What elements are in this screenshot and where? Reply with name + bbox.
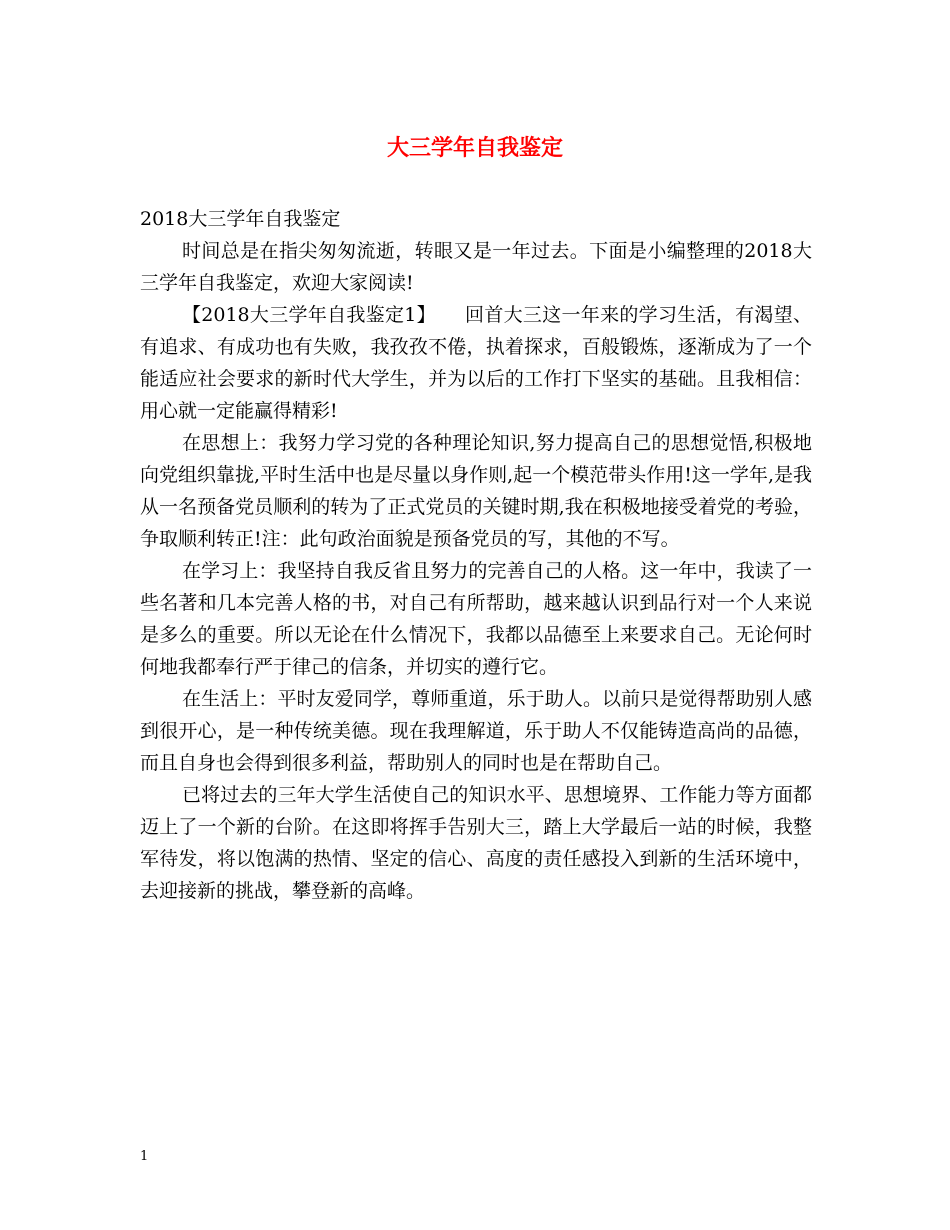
paragraph-intro: 时间总是在指尖匆匆流逝，转眼又是一年过去。下面是小编整理的2018大三学年自我鉴定，欢迎大家阅读! xyxy=(140,240,812,294)
paragraph-review: 【2018大三学年自我鉴定1】 回首大三这一年来的学习生活，有渴望、有追求、有成功也有失败，我孜孜不倦，执着探求，百般锻炼，逐渐成为了一个能适应社会要求的新时代大学生，并为以后的工作打下坚实的基础。且我相信：用心就一定能赢得精彩! xyxy=(140,304,812,422)
paragraph-study: 在学习上：我坚持自我反省且努力的完善自己的人格。这一年中，我读了一些名著和几本完善人格的书，对自己有所帮助，越来越认识到品行对一个人来说是多么的重要。所以无论在什么情况下，我都以品德至上来要求自己。无论何时何地我都奉行严于律己的信条，并切实的遵行它。 xyxy=(140,560,812,678)
paragraph-conclusion: 已将过去的三年大学生活使自己的知识水平、思想境界、工作能力等方面都迈上了一个新的台阶。在这即将挥手告别大三，踏上大学最后一站的时候，我整军待发，将以饱满的热情、坚定的信心、高度的责任感投入到新的生活环境中，去迎接新的挑战，攀登新的高峰。 xyxy=(140,784,812,902)
paragraph-ideology: 在思想上：我努力学习党的各种理论知识,努力提高自己的思想觉悟,积极地向党组织靠拢,平时生活中也是尽量以身作则,起一个模范带头作用!这一学年,是我从一名预备党员顺利的转为了正式党员的关键时期,我在积极地接受着党的考验，争取顺利转正!注：此句政治面貌是预备党员的写，其他的不写。 xyxy=(140,432,812,550)
document-subtitle: 2018大三学年自我鉴定 xyxy=(140,208,341,230)
paragraph-life: 在生活上：平时友爱同学，尊师重道，乐于助人。以前只是觉得帮助别人感到很开心，是一种传统美德。现在我理解道，乐于助人不仅能铸造高尚的品德，而且自身也会得到很多利益，帮助别人的同时也是在帮助自己。 xyxy=(140,688,812,774)
document-title: 大三学年自我鉴定 xyxy=(386,135,563,161)
document-body xyxy=(140,203,812,907)
page-number: 1 xyxy=(140,1149,149,1164)
